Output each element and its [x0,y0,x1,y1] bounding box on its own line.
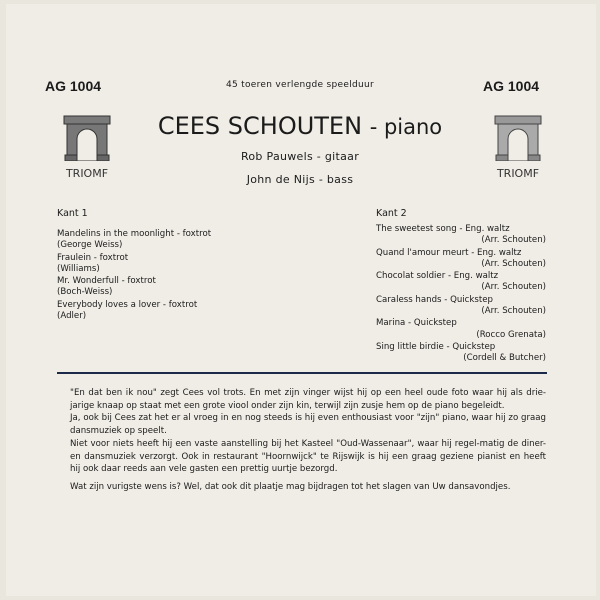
track-title: Quand l'amour meurt - Eng. waltz [376,247,522,258]
track-title: Everybody loves a lover - foxtrot [57,299,198,310]
artist-instrument: - piano [369,115,443,139]
track-title: Marina - Quickstep [376,318,457,329]
label-name-right: TRIOMF [496,167,540,180]
label-name-left: TRIOMF [65,167,109,180]
divider-line [57,372,547,374]
track-credit: (Arr. Schouten) [481,235,546,246]
track-title: Caraless hands - Quickstep [376,294,493,305]
track-title: Chocolat soldier - Eng. waltz [376,271,499,282]
track-title: The sweetest song - Eng. waltz [376,224,510,234]
liner-paragraph: "En dat ben ik nou" zegt Cees vol trots. En met zijn vinger wijst hij op een heel oude foto waar hij als drie-jarige knaap op staat met een grote viool onder zijn kin, terwijl zijn zusje hem op de piano begeleidt. [70,388,546,411]
liner-notes [70,387,546,494]
musician-1: Rob Pauwels - gitaar [240,150,360,163]
side-1-tracklist [57,229,287,323]
side-1-label: Kant 1 [57,208,88,219]
catalog-number-right: AG 1004 [483,78,540,94]
subtitle: 45 toeren verlengde speelduur [225,80,375,90]
track-credit: (Rocco Grenata) [476,329,546,340]
catalog-number-left: AG 1004 [45,78,102,94]
track-credit: (Adler) [57,311,87,322]
side-2-tracklist [376,224,546,366]
track-title: Mandelins in the moonlight - foxtrot [57,229,212,239]
track-title: Fraulein - foxtrot [57,252,129,263]
album-title [0,112,600,140]
liner-paragraph: Ja, ook bij Cees zat het er al vroeg in en nog steeds is hij even enthousiast voor "zijn" piano, waar hij zo graag dansmuziek op speelt. [70,413,546,437]
track-credit: (Arr. Schouten) [481,258,546,269]
track-credit: (Arr. Schouten) [481,282,546,293]
track-title: Sing little birdie - Quickstep [376,341,496,352]
track-credit: (Arr. Schouten) [481,306,546,317]
track-credit: (Williams) [57,263,100,274]
musician-2: John de Nijs - bass [246,173,354,186]
track-title: Mr. Wonderfull - foxtrot [57,276,156,287]
side-2-label: Kant 2 [376,208,407,219]
artist-name: CEES SCHOUTEN [157,112,363,140]
liner-paragraph: Niet voor niets heeft hij een vaste aanstelling bij het Kasteel "Oud-Wassenaar", waar hij regel-matig de diner- en dansmuziek verzorgt. Ook in restaurant "Hoornwijck" te Rijswijk is hij een graag geziene pianist en heeft hij ook daar reeds aan vele gasten een prettig uurtje bezorgd. [70,438,546,475]
track-credit: (George Weiss) [57,240,123,251]
track-credit: (Cordell & Butcher) [463,353,546,364]
track-credit: (Boch-Weiss) [57,287,113,298]
liner-paragraph: Wat zijn vurigste wens is? Wel, dat ook dit plaatje mag bijdragen tot het slagen van Uw dansavondjes. [70,481,511,492]
